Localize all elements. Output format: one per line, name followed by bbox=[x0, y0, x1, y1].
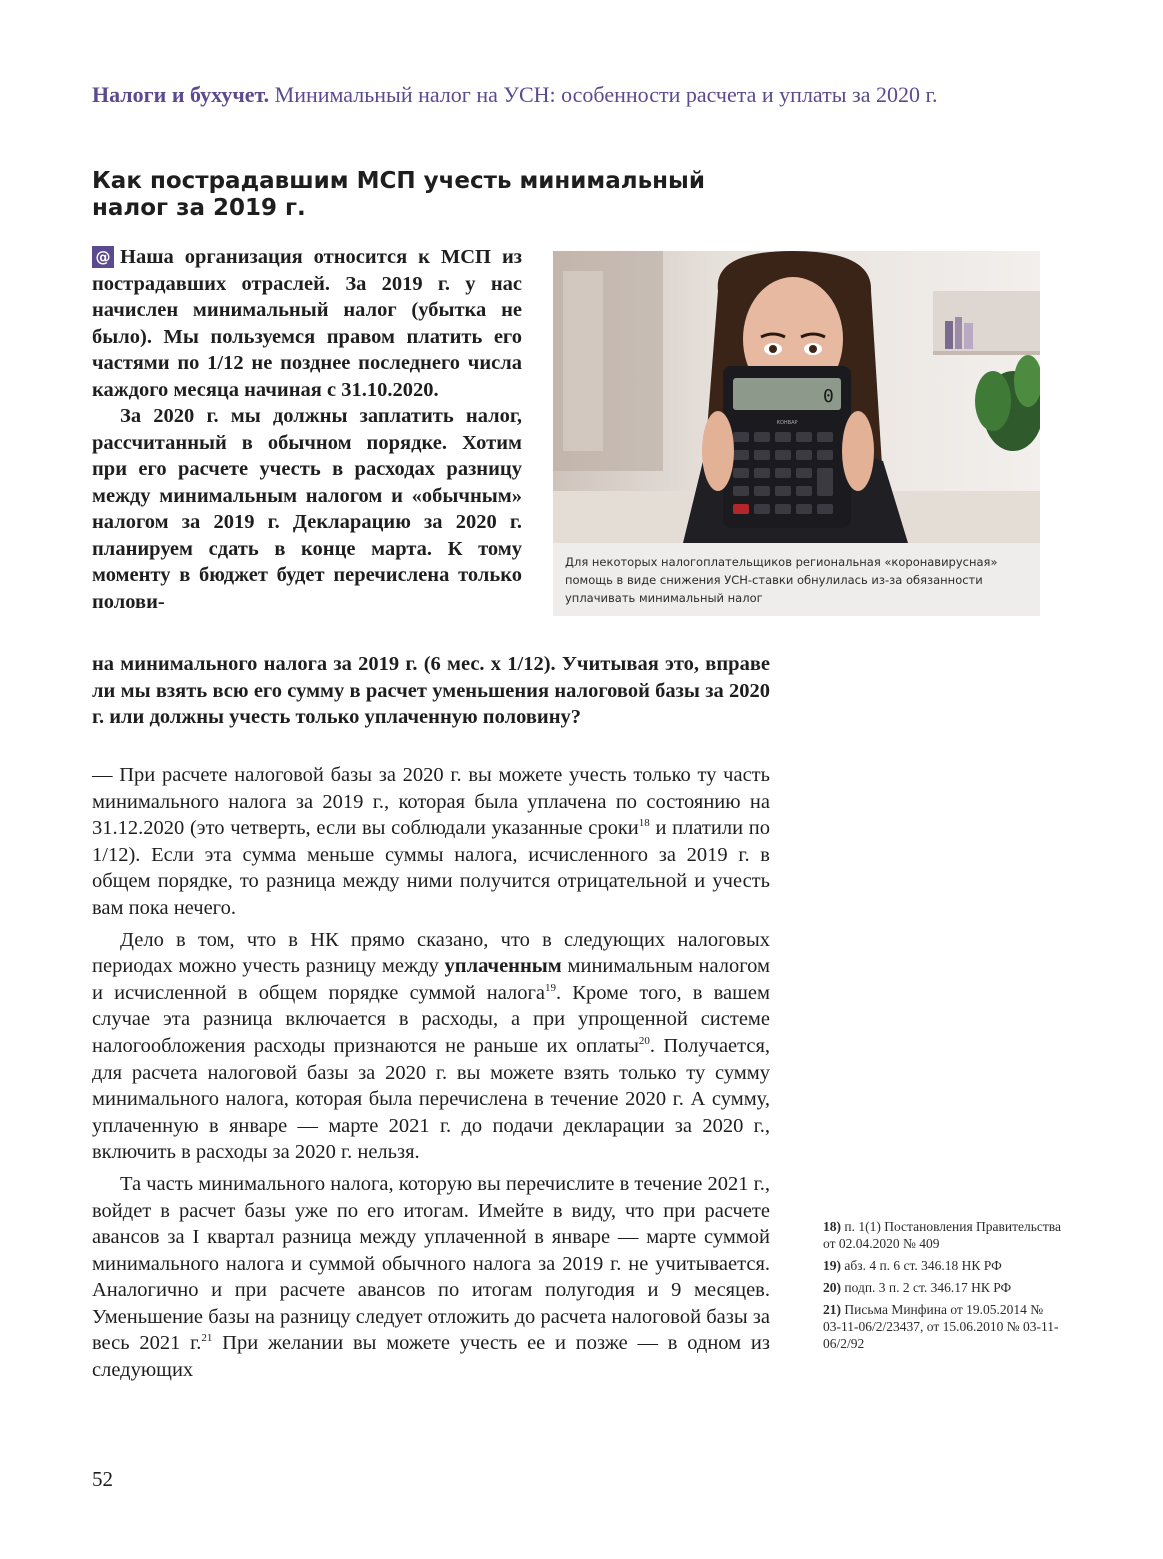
footnote-text: абз. 4 п. 6 ст. 346.18 НК РФ bbox=[841, 1258, 1002, 1273]
footnote-ref-21: 21 bbox=[201, 1332, 213, 1345]
answer-text-2c: . Кроме того, в вашем случае эта разница включается в расходы, а при упрощенной системе налогообложения расходы признаются не раньше их оплаты bbox=[92, 981, 770, 1057]
answer-text-3b: При желании вы можете учесть ее и позже — в одном из следующих bbox=[92, 1332, 770, 1382]
calculator-display-digit: 0 bbox=[823, 386, 834, 407]
question-paragraph-1 bbox=[92, 244, 522, 403]
question-paragraph-tail: на минимального налога за 2019 г. (6 мес. х 1/12). Учитывая это, вправе ли мы взять всю его сумму в расчет уменьшения налоговой базы за 2020 г. или должны учесть только уплаченную половину? bbox=[92, 653, 770, 728]
answer-paragraph-3 bbox=[92, 1171, 770, 1384]
photo-caption: Для некоторых налогоплательщиков региональная «коронавирусная» помощь в виде снижения УСН-ставки обнулилась из-за обязанности уплачивать минимальный налог bbox=[553, 543, 1040, 616]
answer-paragraph-1 bbox=[92, 762, 770, 922]
footnote-ref-20: 20 bbox=[638, 1034, 650, 1047]
question-paragraph-2: За 2020 г. мы должны заплатить налог, рассчитанный в обычном порядке. Хотим при его расчете учесть в расходах разницу между минимальным налогом и «обычным» налогом за 2019 г. Декларацию за 2020 г. планируем сдать в конце марта. К тому моменту в бюджет будет перечислена только полови- bbox=[92, 405, 522, 613]
answer-emphasis: уплаченным bbox=[444, 955, 562, 978]
answer-text-2d: . Получается, для расчета налоговой базы за 2020 г. вы можете взять только ту сумму минимального налога, которая была перечислена в течение 2020 г. А сумму, уплаченную в январе — марте 2021 г. до подачи декларации за 2020 г., включить в расходы за 2020 г. нельзя. bbox=[92, 1034, 771, 1164]
article-title-line-2: налог за 2019 г. bbox=[92, 195, 306, 221]
footnote-21 bbox=[823, 1301, 1063, 1352]
answer-paragraph-2 bbox=[92, 927, 770, 1166]
footnote-ref-19: 19 bbox=[544, 981, 556, 994]
footnote-20 bbox=[823, 1279, 1063, 1296]
woman-with-calculator-illustration bbox=[553, 251, 1040, 543]
article-photo bbox=[553, 251, 1040, 543]
question-at-icon: @ bbox=[92, 246, 114, 268]
section-subtitle: Минимальный налог на УСН: особенности расчета и уплаты за 2020 г. bbox=[274, 82, 938, 107]
running-head bbox=[92, 82, 1092, 108]
answer-text-3a: Та часть минимального налога, которую вы перечислите в течение 2021 г., войдет в расчет базы уже по его итогам. Имейте в виду, что при расчете авансов за I квартал разница между уплаченной в январе — марте суммой минимального налога и суммой обычного налога за 2019 г. не учитывается. Аналогично и при расчете авансов по итогам полугодия и 9 месяцев. Уменьшение базы на разницу следует отложить до расчета налоговой базы за весь 2021 г. bbox=[92, 1172, 770, 1355]
footnote-number: 21) bbox=[823, 1302, 841, 1317]
footnote-ref-18: 18 bbox=[638, 817, 650, 830]
calculator-brand: КОНВАР bbox=[776, 420, 798, 426]
footnote-number: 18) bbox=[823, 1219, 841, 1234]
answer-text-1b: и платили по 1/12). Если эта сумма меньше суммы налога, исчисленного за 2019 г. в общем порядке, то разница между ними получится отрицательной и учесть вам пока нечего. bbox=[92, 817, 770, 919]
footnote-number: 19) bbox=[823, 1258, 841, 1273]
footnotes bbox=[823, 1218, 1063, 1357]
article-title bbox=[92, 168, 772, 222]
answer-text-2a: Дело в том, что в НК прямо сказано, что в следующих налоговых периодах можно учесть разницу между bbox=[92, 928, 770, 978]
expert-answer bbox=[92, 762, 770, 1389]
footnote-19 bbox=[823, 1257, 1063, 1274]
reader-question bbox=[92, 244, 522, 615]
answer-text-2b: минимальным налогом и исчисленной в общем порядке суммой налога bbox=[92, 955, 770, 1004]
footnote-text: Письма Минфина от 19.05.2014 № 03-11-06/2/23437, от 15.06.2010 № 03-11-06/2/92 bbox=[823, 1302, 1059, 1351]
footnote-text: подп. 3 п. 2 ст. 346.17 НК РФ bbox=[841, 1280, 1012, 1295]
section-rubric: Налоги и бухучет. bbox=[92, 82, 270, 107]
answer-text-1a: — При расчете налоговой базы за 2020 г. вы можете учесть только ту часть минимального налога за 2019 г., которая была уплачена по состоянию на 31.12.2020 (это четверть, если вы соблюдали указанные сроки bbox=[92, 764, 770, 840]
article-title-line-1: Как пострадавшим МСП учесть минимальный bbox=[92, 168, 705, 194]
footnote-18 bbox=[823, 1218, 1063, 1252]
question-text-1: Наша организация относится к МСП из пострадавших отраслей. За 2019 г. у нас начислен минимальный налог (убытка не было). Мы пользуемся правом платить его частями по 1/12 не позднее последнего числа каждого месяца начиная с 31.10.2020. bbox=[92, 246, 522, 401]
footnote-number: 20) bbox=[823, 1280, 841, 1295]
footnote-text: п. 1(1) Постановления Правительства от 02.04.2020 № 409 bbox=[823, 1219, 1061, 1251]
page-number: 52 bbox=[92, 1467, 113, 1491]
